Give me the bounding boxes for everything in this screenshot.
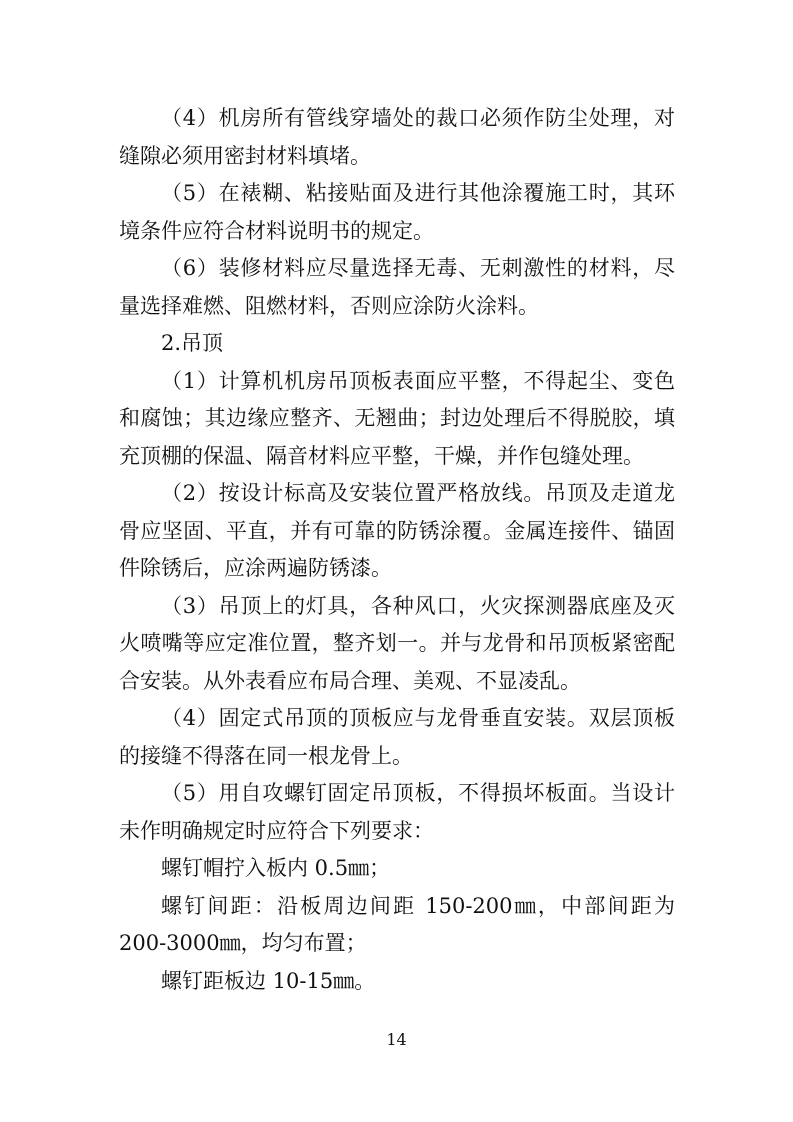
paragraph-4-dustproof: （4）机房所有管线穿墙处的裁口必须作防尘处理，对缝隙必须用密封材料填堵。 bbox=[119, 106, 675, 168]
paragraph-6-materials: （6）装修材料应尽量选择无毒、无刺激性的材料，尽量选择难燃、阻燃材料，否则应涂防火涂料。 bbox=[119, 256, 675, 318]
paragraph-ceiling-5: （5）用自攻螺钉固定吊顶板，不得损坏板面。当设计未作明确规定时应符合下列要求： bbox=[119, 781, 675, 843]
screw-requirement-1: 螺钉帽拧入板内 0.5㎜； bbox=[161, 856, 391, 880]
paragraph-ceiling-3: （3）吊顶上的灯具，各种风口，火灾探测器底座及灭火喷嘴等应定准位置，整齐划一。并与龙骨和吊顶板紧密配合安装。从外表看应布局合理、美观、不显凌乱。 bbox=[119, 593, 675, 693]
screw-requirement-3: 螺钉距板边 10-15㎜。 bbox=[161, 968, 376, 993]
section-heading-ceiling: 2.吊顶 bbox=[161, 331, 224, 355]
paragraph-ceiling-1: （1）计算机机房吊顶板表面应平整，不得起尘、变色和腐蚀；其边缘应整齐、无翘曲；封边处理后不得脱胶，填充顶棚的保温、隔音材料应平整，干燥，并作包缝处理。 bbox=[119, 368, 675, 468]
paragraph-ceiling-2: （2）按设计标高及安装位置严格放线。吊顶及走道龙骨应坚固、平直，并有可靠的防锈涂覆。金属连接件、锚固件除锈后，应涂两遍防锈漆。 bbox=[119, 481, 675, 580]
paragraph-5-coating: （5）在裱糊、粘接贴面及进行其他涂覆施工时，其环境条件应符合材料说明书的规定。 bbox=[119, 181, 675, 243]
page-number: 14 bbox=[386, 1030, 407, 1049]
screw-requirement-2: 螺钉间距：沿板周边间距 150-200㎜，中部间距为 200-3000㎜，均匀布置； bbox=[119, 893, 675, 955]
paragraph-ceiling-4: （4）固定式吊顶的顶板应与龙骨垂直安装。双层顶板的接缝不得落在同一根龙骨上。 bbox=[119, 706, 675, 768]
body-text bbox=[119, 100, 675, 1000]
